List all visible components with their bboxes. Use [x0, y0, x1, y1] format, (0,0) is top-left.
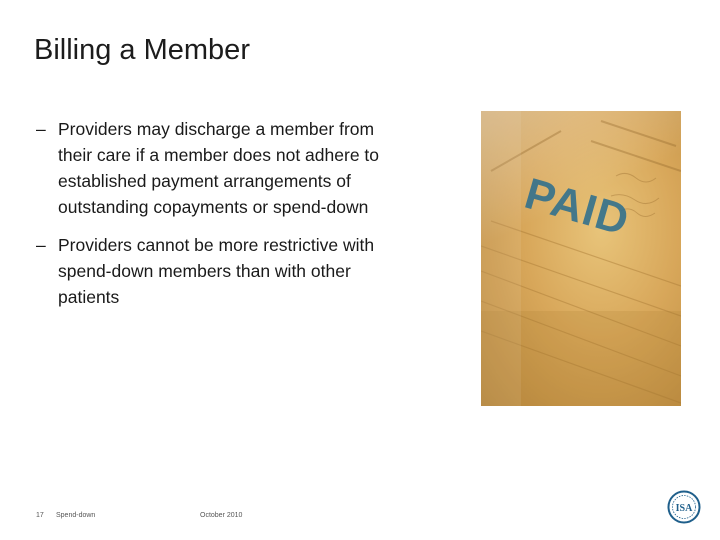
- logo-letters: ISA: [675, 503, 693, 514]
- isa-logo-icon: [667, 490, 701, 524]
- slide-title: Billing a Member: [34, 34, 250, 66]
- dash-marker: –: [36, 119, 46, 139]
- dash-marker: –: [36, 235, 46, 255]
- page-number: 17: [36, 512, 44, 519]
- paid-stamp: PAID: [519, 169, 635, 246]
- bullet-list: [36, 116, 396, 322]
- invoice-paper-texture: [481, 111, 681, 406]
- bullet-text: Providers may discharge a member from their care if a member does not adhere to established payment arrangements of outstanding copayments or spend-down: [58, 119, 380, 217]
- bullet-text: Providers cannot be more restrictive with spend-down members than with other patients: [58, 235, 375, 307]
- bullet-item: [36, 116, 396, 220]
- footer-date: October 2010: [200, 512, 243, 519]
- bullet-item: [36, 232, 396, 310]
- paid-invoice-photo: [481, 111, 681, 406]
- footer-topic: Spend-down: [56, 512, 96, 519]
